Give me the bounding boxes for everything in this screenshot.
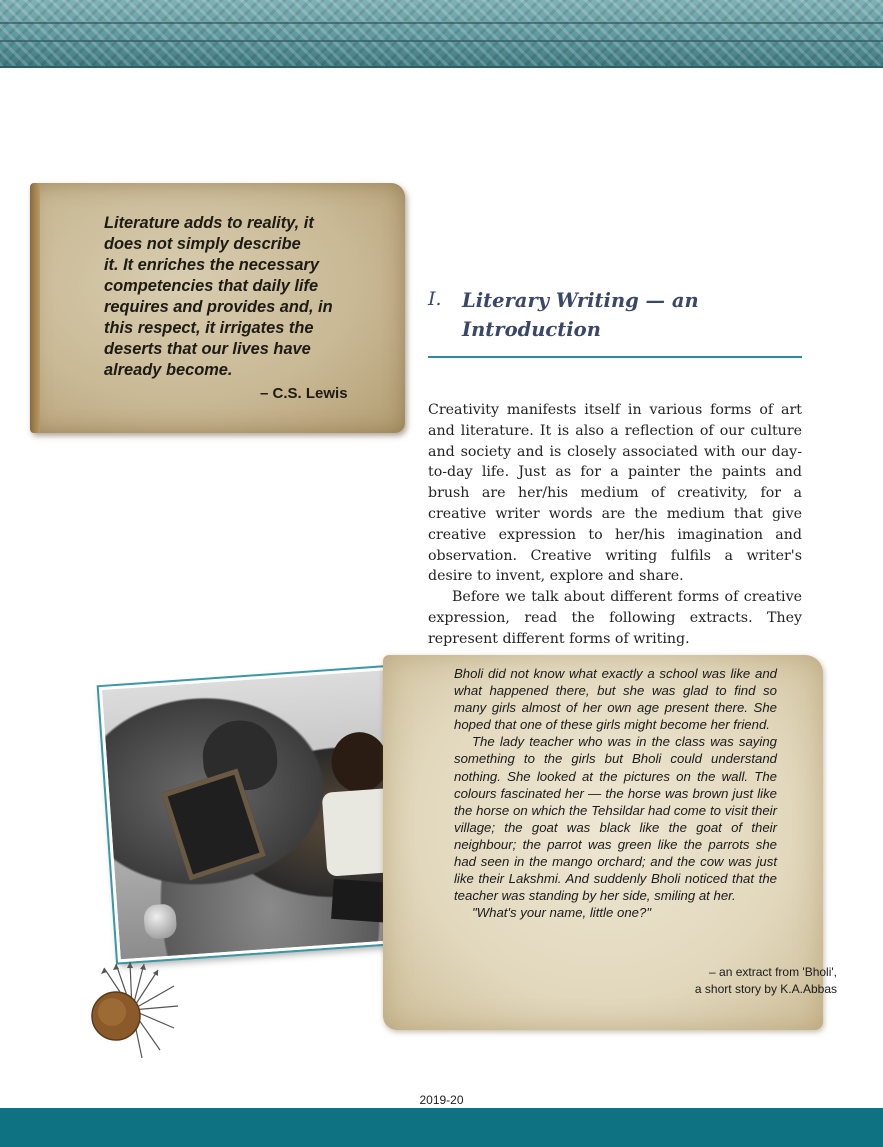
bottom-band: [0, 1108, 883, 1147]
extract-paragraph: The lady teacher who was in the class was saying something to the girls but Bholi could understand nothing. She looked at the pictures on the wall. The colours fascinated her — the horse was brown just like the horse on which the Tehsildar had come to visit their village; the goat was black like the goat of their neighbour; the parrot was green like the parrots she had seen in the mango orchard; and the cow was just like their Lakshmi. And suddenly Bholi noticed that the teacher was standing by her side, smiling at her.: [454, 734, 777, 904]
extract-paragraph: Bholi did not know what exactly a school was like and what happened there, but she was glad to find so many girls almost of her own age present there. She hoped that one of these girls might become her friend.: [454, 666, 777, 733]
band-groove: [0, 40, 883, 42]
section-number: I.: [428, 288, 442, 310]
section-title: Literary Writing — an Introduction: [462, 289, 699, 341]
band-groove: [0, 22, 883, 24]
heading-rule: [428, 356, 802, 358]
quote-author: – C.S. Lewis: [260, 385, 348, 402]
extract-quote-line: "What's your name, little one?": [472, 905, 652, 921]
photo-pot: [143, 903, 177, 939]
quote-text: Literature adds to reality, it does not simply describe it. It enriches the necessary competencies that daily life requires and provides and, in this respect, it irrigates the deserts that our lives have already become.: [104, 214, 333, 379]
body-text: [428, 400, 802, 650]
extract-text: [454, 665, 777, 921]
extract-source: [695, 964, 837, 998]
card-binding: [30, 183, 40, 433]
extract-source-line: a short story by K.A.Abbas: [694, 982, 837, 996]
extract-source-line: – an extract from 'Bholi',: [709, 965, 837, 979]
quote-card: [30, 183, 405, 433]
sun-with-arrows-icon: [82, 960, 182, 1060]
children-with-slates-photo: [99, 665, 428, 962]
top-decorative-band: [0, 0, 883, 68]
page-number: 2019-20: [419, 1093, 464, 1107]
photo-figure: [330, 730, 390, 794]
body-paragraph: Creativity manifests itself in various forms of art and literature. It is also a reflection of our culture and society and is closely associated with our day-to-day life. Just as for a painter the paints and brush are her/his medium of creativity, for a creative writer words are the medium that give creative expression to her/his imagination and observation. Creative writing fulfils a writer's desire to invent, explore and share.: [428, 402, 802, 585]
body-paragraph: Before we talk about different forms of creative expression, read the following extracts. They represent different forms of writing.: [428, 589, 802, 647]
